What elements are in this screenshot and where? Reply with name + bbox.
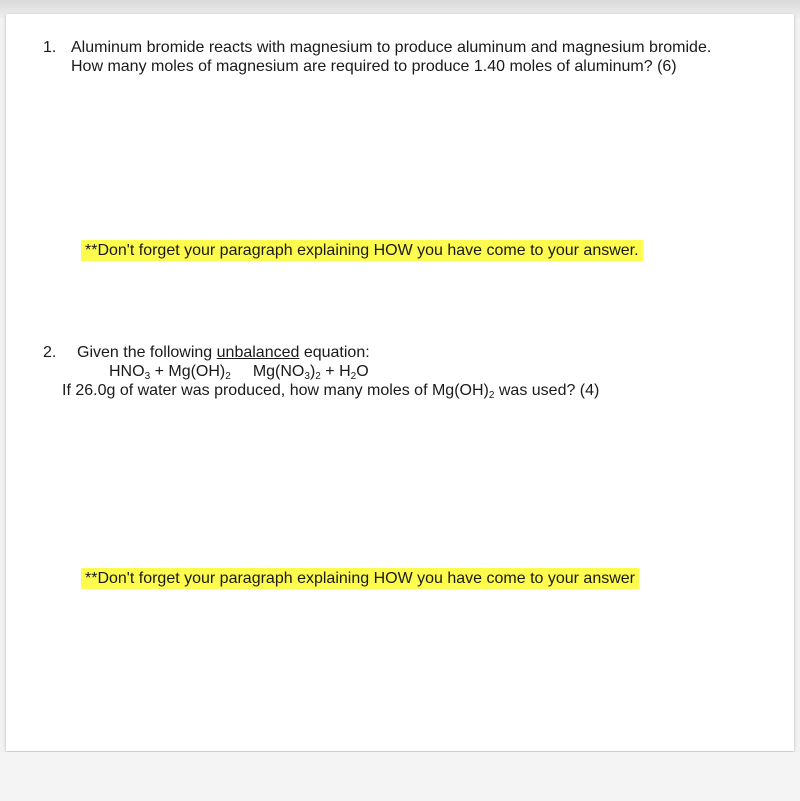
question-2-intro [77,343,723,362]
eq-hno: HNO [109,363,145,380]
reminder-note-2: **Don't forget your paragraph explaining HOW you have come to your answer [81,568,639,589]
eq-sub: 2 [225,371,231,382]
eq-sub: 3 [304,371,310,382]
eq-sub: 2 [315,371,321,382]
question-2-text [62,381,723,400]
intro-text: Given the following [77,344,217,361]
question-2-number: 2. [43,344,57,361]
question-2-text-end: was used? (4) [494,382,600,399]
intro-text-end: equation: [299,344,370,361]
eq-mgno: Mg(NO [252,363,305,380]
unbalanced-word: unbalanced [216,344,300,361]
question-1 [43,38,723,76]
eq-sub: 3 [144,371,151,382]
question-2-text-start: If 26.0g of water was produced, how many moles of Mg(OH) [62,382,489,399]
eq-sub: 2 [350,371,357,382]
question-1-number: 1. [43,39,57,56]
eq-mgoh: + Mg(OH) [150,363,226,380]
question-2-sub: 2 [488,390,495,401]
reminder-note-1: **Don't forget your paragraph explaining HOW you have come to your answer. [81,240,643,261]
eq-h: + H [320,363,351,380]
bottom-strip [0,752,800,801]
eq-paren: ) [309,363,316,380]
chemical-equation [109,362,723,381]
eq-o: O [356,363,369,380]
question-1-text: Aluminum bromide reacts with magnesium to produce aluminum and magnesium bromide. How many moles of magnesium are required to produce 1.40 moles of aluminum? (6) [71,39,712,75]
question-2 [43,343,723,400]
